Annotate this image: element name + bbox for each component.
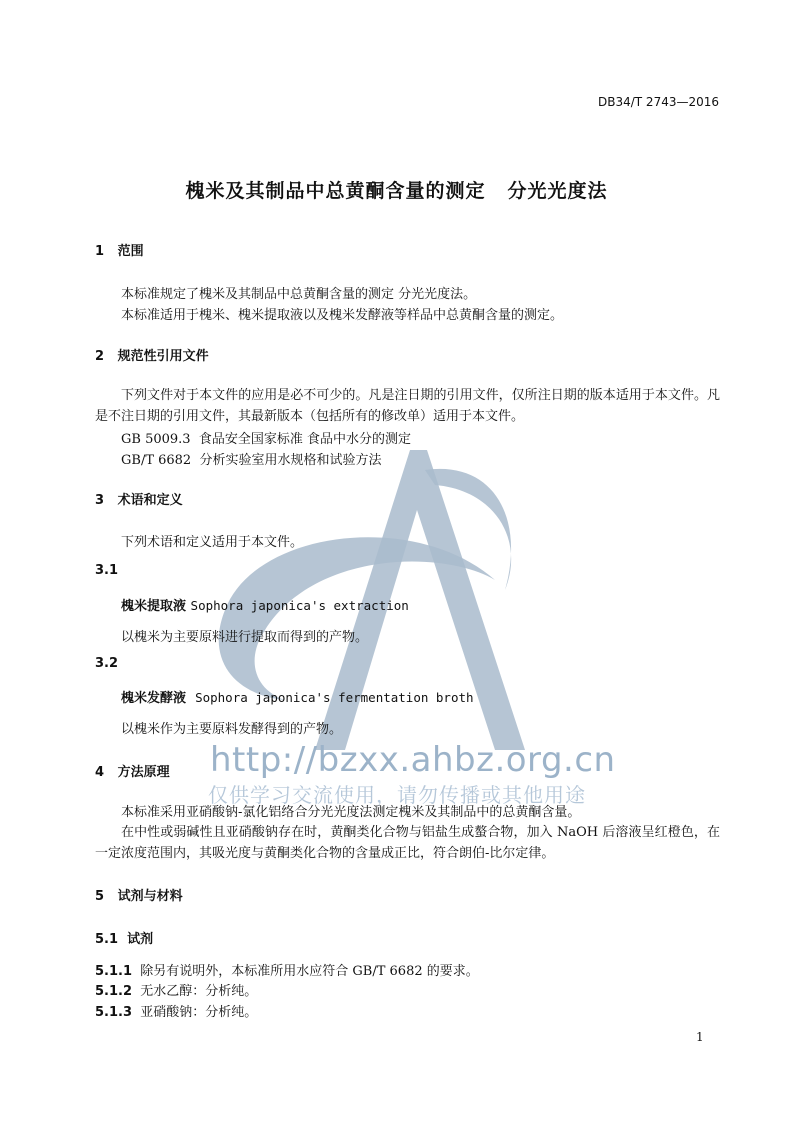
section-3-heading: 3 术语和定义 [95,493,183,508]
reagent-item: 5.1.1 除另有说明外，本标准所用水应符合 GB/T 6682 的要求。 [95,964,479,979]
term-title: 槐米提取液 Sophora japonica's extraction [121,598,409,614]
term-number: 3.2 [95,656,119,671]
section-1-para-2: 本标准适用于槐米、槐米提取液以及槐米发酵液等样品中总黄酮含量的测定。 [121,308,564,323]
watermark-note: 仅供学习交流使用，请勿传播或其他用途 [208,783,586,807]
section-1-heading: 1 范围 [95,244,144,259]
term-number: 3.1 [95,563,119,578]
section-1-para-1: 本标准规定了槐米及其制品中总黄酮含量的测定 分光光度法。 [121,287,477,302]
watermark-url: http://bzxx.ahbz.org.cn [210,740,616,780]
reagent-item: 5.1.3 亚硝酸钠：分析纯。 [95,1005,258,1020]
title-method: 分光光度法 [507,180,608,202]
term-definition: 以槐米作为主要原料发酵得到的产物。 [121,722,343,737]
section-4-heading: 4 方法原理 [95,765,170,780]
subsection-5-1-heading: 5.1 试剂 [95,932,154,947]
section-3-para-1: 下列术语和定义适用于本文件。 [121,535,304,550]
term-title: 槐米发酵液 Sophora japonica's fermentation broth [121,690,474,706]
section-4-para-1: 本标准采用亚硝酸钠-氯化铝络合分光光度法测定槐米及其制品中的总黄酮含量。 [121,805,581,820]
section-5-heading: 5 试剂与材料 [95,889,183,904]
document-title [0,176,793,203]
reference-item: GB 5009.3 食品安全国家标准 食品中水分的测定 [121,432,411,447]
section-4-para-2: 在中性或弱碱性且亚硝酸钠存在时，黄酮类化合物与铝盐生成螯合物，加入 NaOH 后溶液呈红橙色，在一定浓度范围内，其吸光度与黄酮类化合物的含量成正比，符合朗伯-比尔定律。 [95,825,720,861]
page-number: 1 [696,1030,704,1044]
term-definition: 以槐米为主要原料进行提取而得到的产物。 [121,630,369,645]
document-code: DB34/T 2743—2016 [598,95,720,109]
reference-item: GB/T 6682 分析实验室用水规格和试验方法 [121,453,382,468]
title-main: 槐米及其制品中总黄酮含量的测定 [185,180,486,202]
reagent-item: 5.1.2 无水乙醇：分析纯。 [95,984,258,999]
section-2-heading: 2 规范性引用文件 [95,349,209,364]
section-2-para-1: 下列文件对于本文件的应用是必不可少的。凡是注日期的引用文件，仅所注日期的版本适用于本文件。凡是不注日期的引用文件，其最新版本（包括所有的修改单）适用于本文件。 [95,388,720,424]
